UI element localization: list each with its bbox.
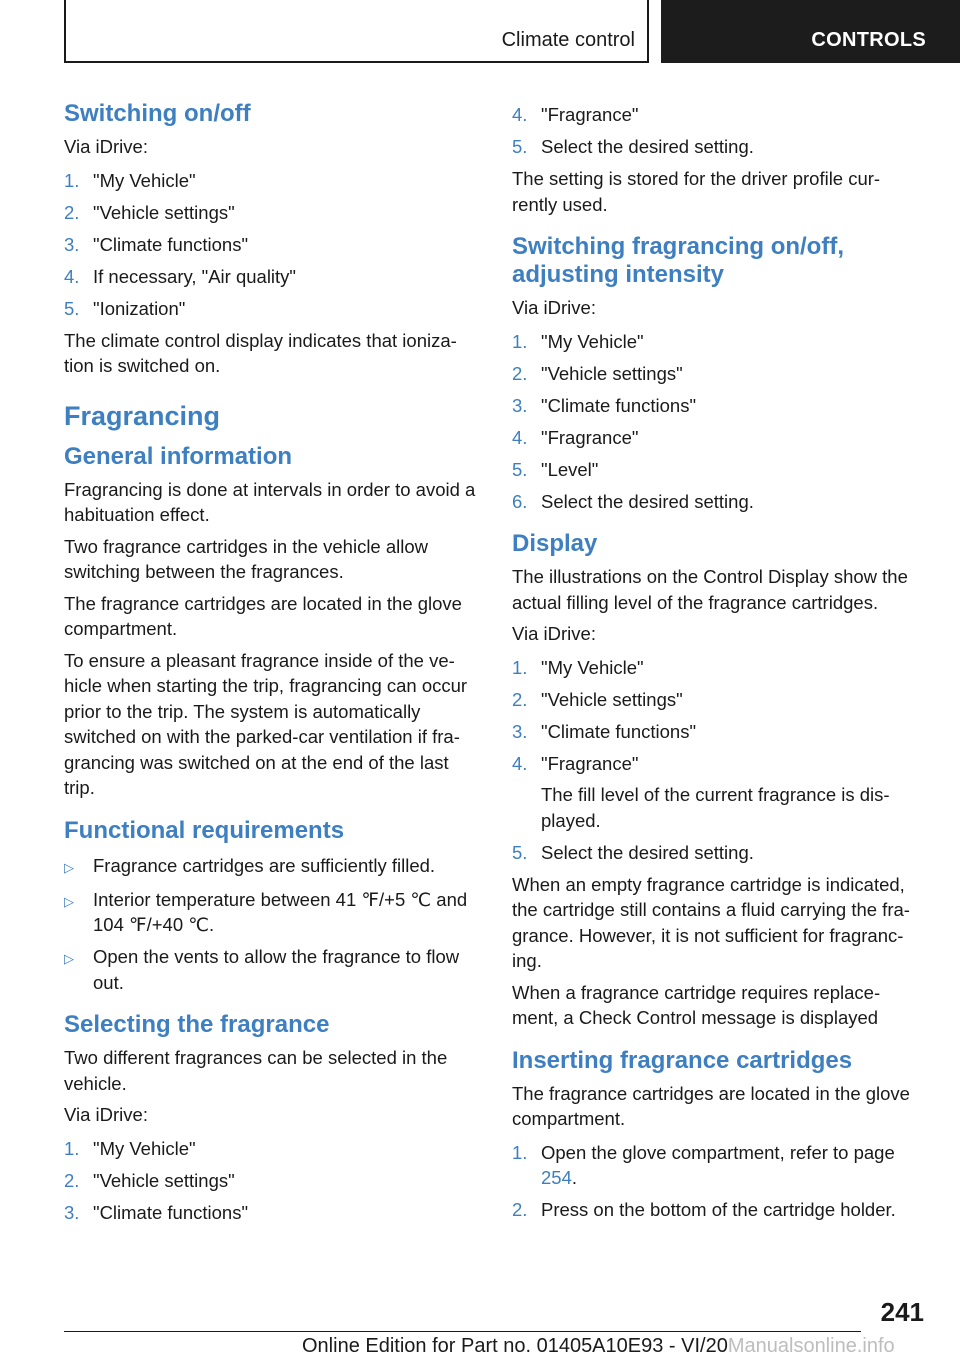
step-number: 3. [64, 233, 80, 255]
general-paragraph-3: The fragrance cartridges are located in the glove compartment. [64, 592, 462, 639]
step-text: "My Vehicle" [541, 330, 644, 352]
step-text: "My Vehicle" [93, 1137, 196, 1159]
bullet-triangle-icon: ▷ [64, 859, 74, 875]
list-item [64, 887, 482, 938]
list-item [512, 329, 924, 355]
heading-inserting-cartridges: Inserting fragrance cartridges [512, 1046, 853, 1074]
step-number: 5. [512, 136, 528, 157]
step-text: "Climate functions" [541, 720, 697, 742]
step-number: 1. [512, 656, 528, 678]
step-text: "Level" [541, 458, 599, 480]
intensity-steps-list [512, 329, 924, 515]
via-idrive-label: Via iDrive: [64, 136, 148, 157]
heading-switching-fragrancing: Switching fragrancing on/off, adjusting intensity [512, 233, 844, 288]
list-item [512, 361, 924, 387]
step-text: "Vehicle settings" [93, 1169, 235, 1191]
list-item [64, 853, 482, 881]
step-number: 6. [512, 490, 528, 512]
step-text: "Ionization" [93, 297, 186, 319]
header-chapter-label: CONTROLS [811, 29, 926, 51]
selecting-steps-continued [512, 102, 924, 160]
list-item [512, 489, 924, 515]
step-text: Select the desired setting. [541, 490, 754, 512]
selecting-paragraph: Two different fragrances can be selected in the vehicle. [64, 1047, 448, 1094]
step-text: "Vehicle settings" [541, 688, 683, 710]
list-item [64, 200, 482, 226]
page-number: 241 [880, 1297, 924, 1327]
list-item [512, 102, 924, 128]
requirements-list [64, 853, 482, 996]
step-number: 5. [64, 297, 80, 319]
step-text: "Vehicle settings" [93, 201, 235, 223]
step-text: "My Vehicle" [93, 169, 196, 191]
display-steps-list [512, 655, 924, 866]
page-reference-link[interactable]: 254 [541, 1167, 572, 1188]
step-number: 3. [512, 720, 528, 742]
step-text: Press on the bottom of the cartridge holder. [541, 1199, 896, 1220]
step-text: "Climate functions" [541, 394, 697, 416]
display-paragraph-1: The illustrations on the Control Display show the actual filling level of the fragrance cartridges. [512, 566, 908, 613]
step-text: "My Vehicle" [541, 656, 644, 678]
step-number: 2. [512, 362, 528, 384]
step-number: 3. [64, 1201, 80, 1223]
ionization-note: The climate control display indicates that ioniza-tion is switched on. [64, 329, 457, 376]
inserting-paragraph: The fragrance cartridges are located in the glove compartment. [512, 1082, 910, 1129]
right-column [512, 100, 924, 1229]
step-number: 2. [64, 1169, 80, 1191]
heading-selecting-fragrance: Selecting the fragrance [64, 1011, 330, 1038]
bullet-triangle-icon: ▷ [64, 951, 74, 966]
step-number: 4. [512, 752, 528, 774]
heading-general-information: General information [64, 442, 293, 470]
step-number: 2. [512, 1199, 528, 1220]
selecting-steps-list [64, 1136, 482, 1226]
step-text: "Fragrance" [541, 426, 639, 448]
list-item [512, 687, 924, 713]
step-number: 1. [512, 1141, 528, 1163]
step-number: 1. [512, 330, 528, 352]
requirement-text: Fragrance cartridges are sufficiently filled. [93, 854, 436, 876]
via-idrive-label: Via iDrive: [512, 623, 596, 644]
list-item [64, 168, 482, 194]
step-text: "Fragrance" [541, 104, 639, 125]
step-text: "Climate functions" [93, 233, 249, 255]
footer-text [302, 1335, 895, 1358]
list-item [64, 1136, 482, 1162]
via-idrive-label: Via iDrive: [512, 297, 596, 318]
step-number: 4. [512, 426, 528, 448]
step-text: Select the desired setting. [541, 136, 754, 157]
list-item [512, 457, 924, 483]
left-column [64, 100, 482, 1232]
heading-fragrancing: Fragrancing [64, 400, 221, 431]
list-item [64, 296, 482, 322]
step-text-with-sub [541, 751, 924, 834]
step-number: 5. [512, 841, 528, 863]
general-paragraph-2: Two fragrance cartridges in the vehicle allow switching between the fragrances. [64, 535, 429, 582]
step-subtext: The fill level of the current fragrance is dis-played. [541, 784, 890, 831]
step-number: 2. [512, 688, 528, 710]
step-text: "Vehicle settings" [541, 362, 683, 384]
list-item [512, 134, 924, 160]
step-number: 2. [64, 201, 80, 223]
header-section-title: Climate control [501, 29, 635, 51]
list-item [512, 393, 924, 419]
edition-text: Online Edition for Part no. 01405A10E93 - VI/20 [302, 1335, 728, 1357]
general-paragraph-4: To ensure a pleasant fragrance inside of the ve-hicle when starting the trip, fragrancing can occur prior to the trip. The system is automatically switched on with the parked-car ventilation if fra-grancing was switched on at the end of the last trip. [64, 649, 468, 798]
heading-display: Display [512, 530, 598, 557]
list-item [512, 840, 924, 866]
list-item [64, 1168, 482, 1194]
bullet-triangle-icon: ▷ [64, 893, 74, 909]
list-item [512, 655, 924, 681]
switching-steps-list [64, 168, 482, 322]
heading-functional-requirements: Functional requirements [64, 816, 345, 844]
step-number: 4. [512, 104, 528, 125]
list-item [64, 944, 482, 995]
general-paragraph-1: Fragrancing is done at intervals in order to avoid a habituation effect. [64, 478, 476, 525]
step-text-with-link: Open the glove compartment, refer to page 254. [541, 1141, 895, 1188]
step-text: Open the glove compartment, refer to page [541, 1141, 895, 1163]
profile-note: The setting is stored for the driver profile cur-rently used. [512, 168, 881, 215]
step-number: 3. [512, 394, 528, 416]
step-text: "Fragrance" [541, 752, 639, 774]
list-item [64, 232, 482, 258]
footer-divider [64, 1331, 861, 1332]
list-item [512, 719, 924, 745]
inserting-steps-list [512, 1140, 924, 1223]
step-text: If necessary, "Air quality" [93, 265, 297, 287]
step-number: 5. [512, 458, 528, 480]
via-idrive-label: Via iDrive: [64, 1104, 148, 1125]
requirement-text: Interior temperature between 41 ℉/+5 ℃ and 104 ℉/+40 ℃. [93, 888, 468, 935]
step-number: 4. [64, 265, 80, 287]
list-item [512, 425, 924, 451]
step-text: Select the desired setting. [541, 841, 754, 863]
step-text: "Climate functions" [93, 1201, 249, 1223]
list-item [64, 1200, 482, 1226]
watermark-text: Manualsonline.info [727, 1335, 895, 1357]
display-paragraph-2: When an empty fragrance cartridge is indicated, the cartridge still contains a fluid carrying the fra-grance. However, it is not sufficient for fragranc-ing. [512, 873, 910, 971]
list-item [64, 264, 482, 290]
list-item [512, 1140, 924, 1191]
step-number: 1. [64, 1137, 80, 1159]
requirement-text: Open the vents to allow the fragrance to flow out. [93, 946, 460, 993]
list-item [512, 1197, 924, 1223]
header-chapter-tab [661, 0, 960, 63]
heading-switching-on-off: Switching on/off [64, 100, 251, 127]
list-item [512, 751, 924, 834]
display-paragraph-3: When a fragrance cartridge requires replace-ment, a Check Control message is displayed [512, 981, 881, 1028]
step-number: 1. [64, 169, 80, 191]
